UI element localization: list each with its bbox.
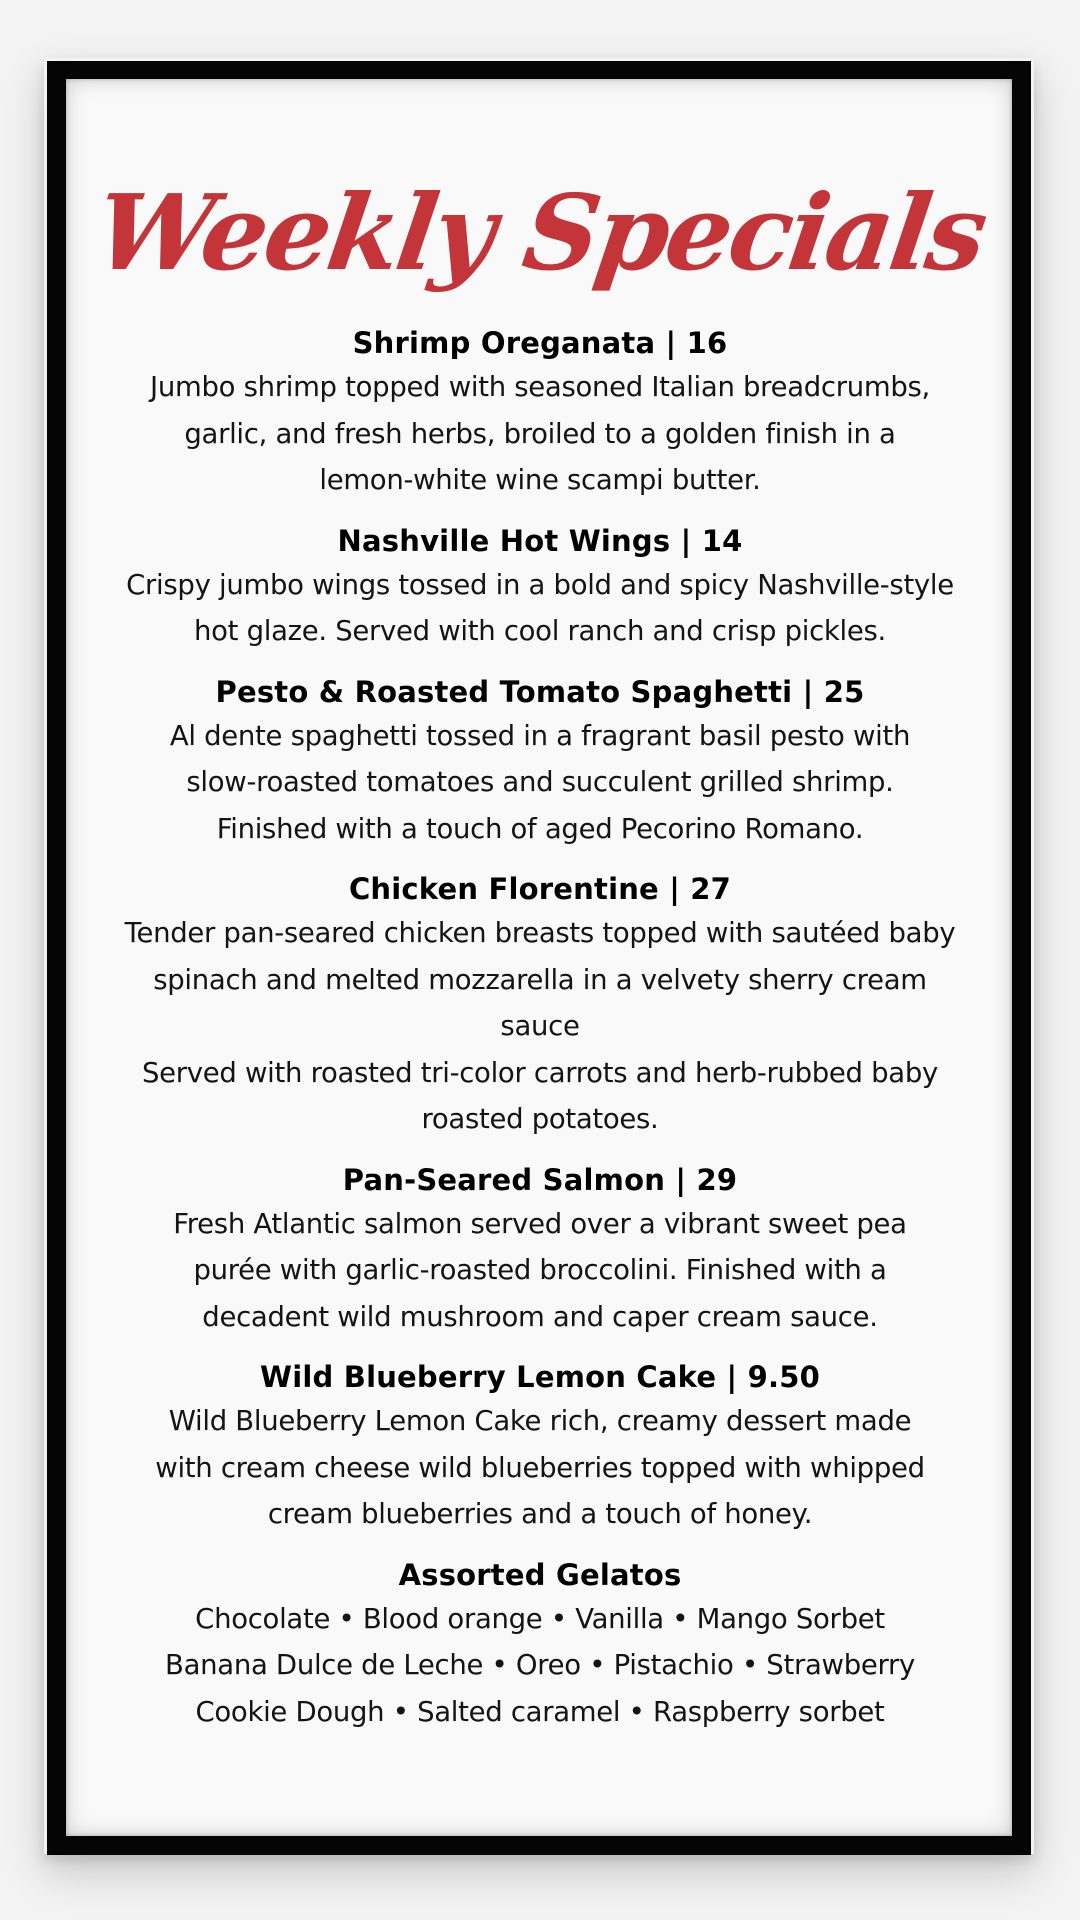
menu-item-title: Nashville Hot Wings | 14 [337, 523, 743, 558]
menu-title: Weekly Specials [88, 171, 992, 294]
menu-body [110, 322, 970, 1751]
gelato-section [110, 1554, 970, 1736]
menu-item [110, 322, 970, 504]
gelato-flavors-line: Banana Dulce de Leche • Oreo • Pistachio • Strawberry [165, 1649, 915, 1681]
menu-item-description: Jumbo shrimp topped with seasoned Italian breadcrumbs, garlic, and fresh herbs, broiled to a golden finish in a lemon-white wine scampi butter. [150, 371, 930, 496]
gelato-title: Assorted Gelatos [398, 1557, 682, 1592]
menu-item-title: Chicken Florentine | 27 [348, 872, 732, 906]
menu-item-title: Wild Blueberry Lemon Cake | 9.50 [260, 1360, 820, 1394]
menu-item-title: Shrimp Oreganata | 16 [352, 326, 728, 360]
menu-item-description: Fresh Atlantic salmon served over a vibrant sweet pea purée with garlic-roasted broccolini. Finished with a decadent wild mushroom and caper cream sauce. [173, 1207, 907, 1333]
menu-item [110, 520, 970, 655]
menu-item-title: Pan-Seared Salmon | 29 [342, 1162, 738, 1197]
gelato-flavors-line: Chocolate • Blood orange • Vanilla • Mango Sorbet [195, 1602, 885, 1635]
gelato-flavors-line: Cookie Dough • Salted caramel • Raspberry sorbet [195, 1695, 885, 1728]
menu-item-description: Crispy jumbo wings tossed in a bold and spicy Nashville-style hot glaze. Served with cool ranch and crisp pickles. [126, 568, 954, 647]
menu-item [110, 671, 970, 853]
menu-item [110, 1356, 970, 1538]
menu-item-description: Tender pan-seared chicken breasts topped with sautéed baby spinach and melted mozzarella in a velvety sherry cream sauce Served with roasted tri-color carrots and herb-rubbed baby roasted potatoes. [124, 917, 956, 1135]
menu-item-description: Al dente spaghetti tossed in a fragrant basil pesto with slow-roasted tomatoes and succulent grilled shrimp. Finished with a touch of aged Pecorino Romano. [169, 719, 911, 845]
menu-item-title: Pesto & Roasted Tomato Spaghetti | 25 [215, 674, 865, 709]
menu-item-description: Wild Blueberry Lemon Cake rich, creamy dessert made with cream cheese wild blueberries topped with whipped cream blueberries and a touch of honey. [155, 1405, 925, 1530]
menu-item [110, 1159, 970, 1341]
menu-item [110, 868, 970, 1143]
